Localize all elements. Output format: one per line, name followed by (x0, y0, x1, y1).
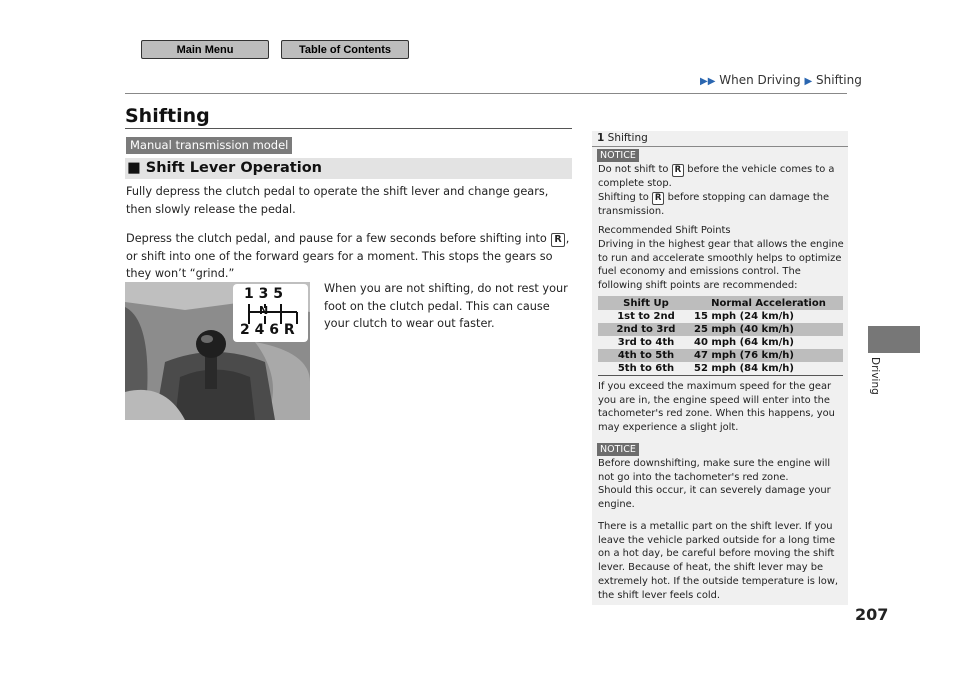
table-header-row (598, 296, 843, 310)
model-badge: Manual transmission model (126, 137, 292, 154)
recommended-shift-title: Recommended Shift Points (598, 225, 731, 236)
gear-pattern-neutral: N (259, 304, 269, 317)
sidebar-divider (592, 146, 848, 147)
table-cell: 3rd to 4th (617, 337, 675, 348)
table-cell: 4th to 5th (598, 349, 694, 362)
title-divider (125, 128, 572, 129)
shift-points-table (598, 296, 843, 376)
recommended-shift-text: Driving in the highest gear that allows the engine to run and accelerate smoothly helps to optimize fuel economy and emissions control. The following shift points are recommended: (598, 239, 844, 292)
exceed-speed-text: If you exceed the maximum speed for the gear you are in, the engine speed will enter into the tachometer's red zone. When this happens, you may experience a slight jolt. (598, 381, 835, 434)
notice-text: Do not shift to (598, 164, 672, 175)
metallic-part-text: There is a metallic part on the shift lever. If you leave the vehicle parked outside for a long time on a hot day, be careful before moving the shift lever. Because of heat, the shift lever may be extremely hot. If the outside temperature is low, the shift lever feels cold. (598, 521, 839, 601)
table-row (598, 362, 843, 376)
reverse-key-icon: R (672, 164, 685, 177)
downshift-notice-text (598, 457, 844, 512)
table-header-cell: Shift Up (598, 296, 694, 310)
notice-text: Before downshifting, make sure the engine will not go into the tachometer's red zone. (598, 458, 831, 483)
paragraph-pause (126, 230, 574, 283)
shift-lever-photo (125, 282, 310, 420)
notice-badge: NOTICE (597, 443, 639, 456)
notice-badge: NOTICE (597, 149, 639, 162)
gear-pattern-top: 1 3 5 (244, 286, 283, 302)
paragraph-rest-foot: When you are not shifting, do not rest your foot on the clutch pedal. This can cause your clutch to wear out faster. (324, 282, 568, 330)
table-row (598, 349, 843, 362)
breadcrumb (700, 73, 862, 87)
chapter-tab-text: Driving (869, 357, 881, 395)
paragraph-text: Depress the clutch pedal, and pause for a few seconds before shifting into (126, 232, 551, 245)
table-cell: 25 mph (40 km/h) (694, 323, 843, 336)
table-cell: 5th to 6th (598, 362, 694, 376)
chapter-tab-label (869, 357, 883, 407)
page-title: Shifting (125, 105, 210, 127)
double-arrow-icon: ▶▶ (700, 76, 716, 87)
sidebar-heading (597, 132, 648, 144)
header-divider (125, 93, 847, 94)
chapter-tab[interactable] (868, 326, 920, 353)
section-heading: ■ Shift Lever Operation (125, 158, 572, 179)
table-cell: 47 mph (76 km/h) (694, 349, 843, 362)
sidebar-heading-text: Shifting (607, 132, 648, 144)
note-icon: 1 (597, 132, 605, 144)
notice-text: Should this occur, it can severely damage your engine. (598, 485, 831, 511)
table-of-contents-button[interactable]: Table of Contents (281, 40, 409, 59)
table-cell: 1st to 2nd (617, 311, 675, 322)
table-row (598, 323, 843, 336)
table-row (598, 336, 843, 349)
arrow-icon: ▶ (804, 76, 813, 87)
notice-text: Shifting to (598, 191, 652, 203)
notice-reverse-text (598, 163, 844, 218)
paragraph-text: , or shift into one of the forward gears for a moment. This stops the gears so they won’t “grind.” (126, 232, 570, 280)
table-cell: 52 mph (84 km/h) (694, 362, 843, 376)
main-menu-button[interactable]: Main Menu (141, 40, 269, 59)
table-cell: 2nd to 3rd (598, 323, 694, 336)
notice-text: before stopping can damage the transmission. (598, 191, 830, 217)
table-row (598, 310, 843, 323)
table-cell: 40 mph (64 km/h) (694, 337, 794, 348)
table-cell: 15 mph (24 km/h) (694, 311, 794, 322)
gear-pattern-bottom: 2 4 6 R (240, 322, 295, 338)
reverse-key-icon: R (551, 233, 564, 247)
table-header-cell: Normal Acceleration (694, 296, 843, 310)
reverse-key-icon: R (652, 192, 665, 205)
paragraph-clutch: Fully depress the clutch pedal to operate the shift lever and change gears, then slowly release the pedal. (126, 185, 549, 216)
notice-text: before the vehicle comes to a complete stop. (598, 164, 835, 189)
page-number: 207 (855, 605, 889, 624)
breadcrumb-item[interactable]: Shifting (816, 73, 862, 87)
breadcrumb-item[interactable]: When Driving (719, 73, 801, 87)
